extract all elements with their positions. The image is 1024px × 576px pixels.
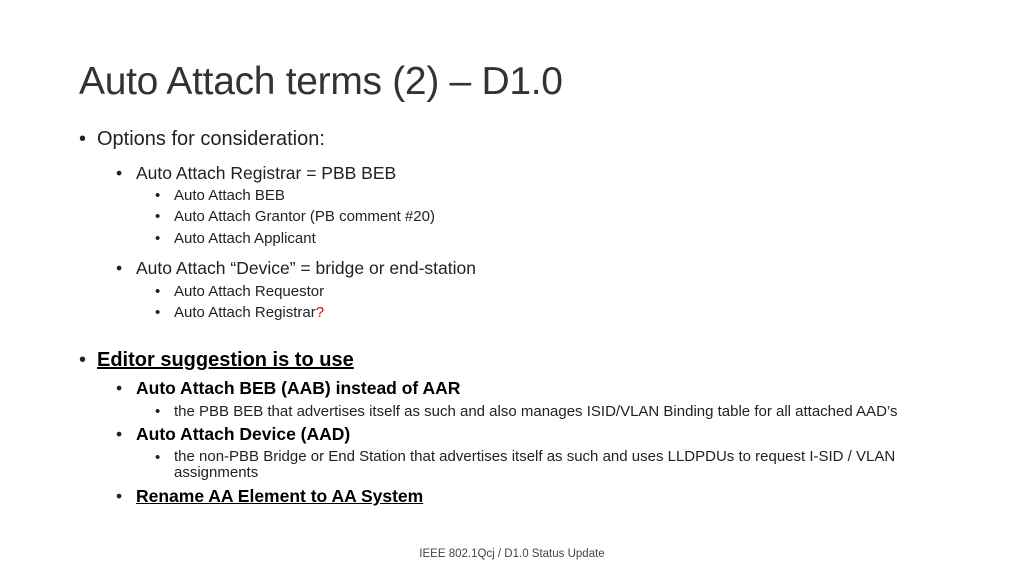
bullet-text: Rename AA Element to AA System <box>136 486 424 506</box>
bullet-dot: • <box>155 403 161 420</box>
bullet-text: the PBB BEB that advertises itself as such and also manages ISID/VLAN Binding table for all attached AAD’s <box>174 403 898 420</box>
bullet-options <box>79 128 325 151</box>
bullet-text: Auto Attach BEB (AAB) instead of AAR <box>136 378 461 398</box>
bullet-aa-requestor <box>155 283 324 300</box>
bullet-text: Editor suggestion is to use <box>97 349 354 371</box>
bullet-dot: • <box>79 128 87 150</box>
bullet-aad-desc <box>155 449 954 481</box>
question-mark: ? <box>315 304 325 321</box>
bullet-dot: • <box>155 230 161 247</box>
bullet-dot: • <box>116 424 123 444</box>
bullet-registrar-pbb <box>116 163 396 184</box>
bullet-rename <box>116 486 423 507</box>
bullet-aab <box>116 378 460 399</box>
bullet-text: Auto Attach Grantor (PB comment #20) <box>174 208 435 225</box>
bullet-text: Auto Attach Requestor <box>174 283 325 300</box>
bullet-editor-suggestion <box>79 349 354 372</box>
bullet-text: the non-PBB Bridge or End Station that advertises itself as such and uses LLDPDUs to request I-SID / VLAN assignments <box>174 448 896 481</box>
bullet-dot: • <box>116 486 123 506</box>
bullet-text: Auto Attach Device (AAD) <box>136 424 351 444</box>
bullet-text: Auto Attach BEB <box>174 187 285 204</box>
bullet-dot: • <box>155 283 161 300</box>
bullet-dot: • <box>116 258 123 278</box>
bullet-dot: • <box>155 304 161 321</box>
slide-title: Auto Attach terms (2) – D1.0 <box>79 60 563 103</box>
bullet-text: Options for consideration: <box>97 128 325 150</box>
bullet-aa-beb <box>155 187 285 204</box>
bullet-dot: • <box>116 378 123 398</box>
bullet-dot: • <box>116 163 123 183</box>
bullet-text-wrapper <box>174 304 324 321</box>
bullet-dot: • <box>155 449 161 466</box>
bullet-dot: • <box>79 349 87 371</box>
bullet-aa-grantor <box>155 208 435 225</box>
bullet-aab-desc <box>155 403 897 420</box>
bullet-dot: • <box>155 208 161 225</box>
bullet-text: Auto Attach Registrar = PBB BEB <box>136 163 397 183</box>
bullet-device-bridge <box>116 258 476 279</box>
bullet-text: Auto Attach “Device” = bridge or end-station <box>136 258 476 278</box>
bullet-aa-applicant <box>155 230 316 247</box>
bullet-aad <box>116 424 350 445</box>
bullet-aa-registrar <box>155 304 324 321</box>
bullet-text: Auto Attach Applicant <box>174 230 316 247</box>
slide-footer: IEEE 802.1Qcj / D1.0 Status Update <box>419 548 605 560</box>
bullet-dot: • <box>155 187 161 204</box>
bullet-text: Auto Attach Registrar <box>174 304 316 321</box>
